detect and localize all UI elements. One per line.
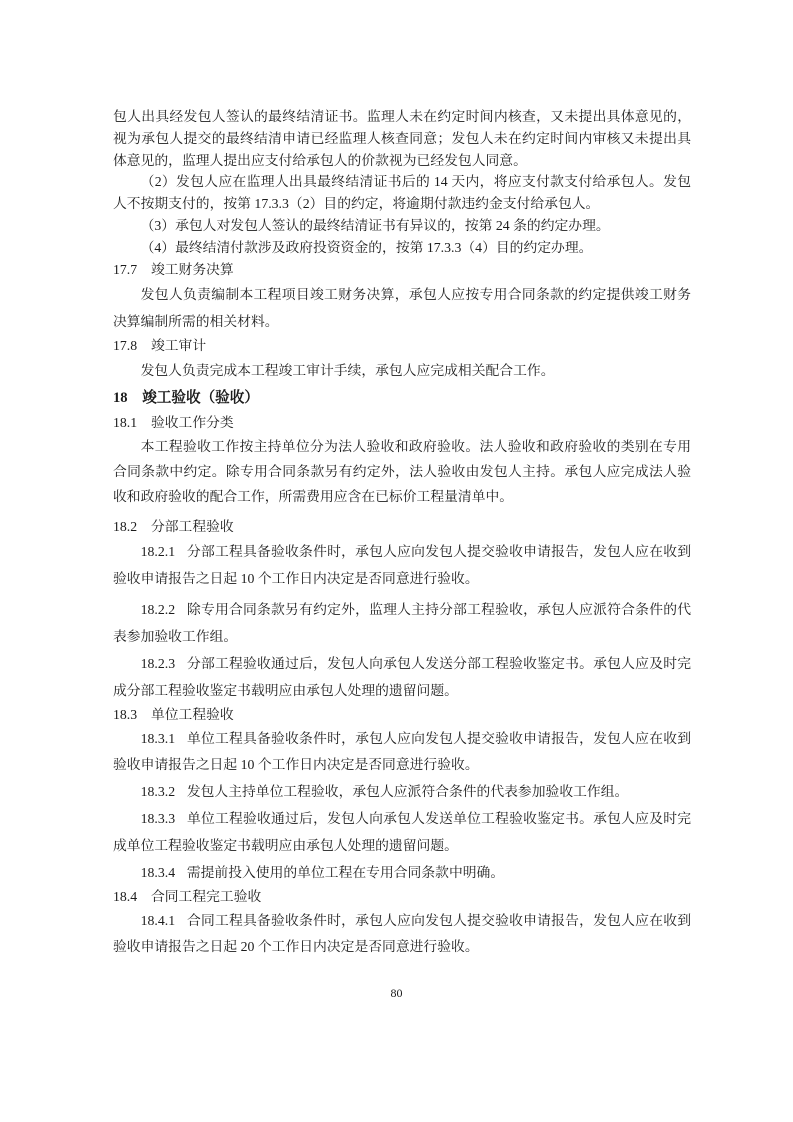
clause-18-3-2-number: 18.3.2	[140, 783, 176, 799]
clause-18-2-1-number: 18.2.1	[140, 543, 176, 559]
clause-18-3-2	[113, 778, 691, 805]
page-number: 80	[390, 986, 403, 1000]
document-content	[113, 106, 691, 960]
clause-18-3-4	[113, 859, 691, 886]
heading-17-7-number: 17.7	[113, 261, 138, 277]
paragraph-item-2: （2）发包人应在监理人出具最终结清证书后的 14 天内，将应支付款支付给承包人。发包人不按期支付的，按第 17.3.3（2）目的约定，将逾期付款违约金支付给承包人。	[113, 174, 691, 212]
paragraph-item-4: （4）最终结清付款涉及政府投资资金的，按第 17.3.3（4）目的约定办理。	[140, 239, 593, 255]
clause-18-3-2-text: 发包人主持单位工程验收，承包人应派符合条件的代表参加验收工作组。	[186, 783, 629, 799]
clause-18-3-4-text: 需提前投入使用的单位工程在专用合同条款中明确。	[186, 864, 505, 880]
heading-18-title: 竣工验收（验收）	[142, 389, 259, 406]
clause-18-3-1-number: 18.3.1	[140, 730, 176, 746]
clause-18-3-1-text: 单位工程具备验收条件时，承包人应向发包人提交验收申请报告，发包人应在收到验收申请报告之日起 10 个工作日内决定是否同意进行验收。	[113, 730, 691, 772]
heading-18-4	[113, 886, 691, 908]
clause-18-2-3	[113, 650, 691, 704]
clause-18-2-3-number: 18.2.3	[140, 655, 176, 671]
heading-18-3-number: 18.3	[113, 706, 138, 722]
heading-18	[113, 386, 691, 410]
heading-18-4-title: 合同工程完工验收	[150, 888, 262, 904]
clause-18-2-2-number: 18.2.2	[140, 601, 176, 617]
clause-18-2-1	[113, 538, 691, 592]
heading-17-8	[113, 335, 691, 357]
clause-18-3-4-number: 18.3.4	[140, 864, 176, 880]
clause-18-3-1	[113, 726, 691, 778]
clause-18-2-1-text: 分部工程具备验收条件时，承包人应向发包人提交验收申请报告，发包人应在收到验收申请报告之日起 10 个工作日内决定是否同意进行验收。	[113, 543, 691, 586]
paragraph-17-7: 发包人负责编制本工程项目竣工财务决算，承包人应按专用合同条款的约定提供竣工财务决算编制所需的相关材料。	[113, 286, 691, 329]
paragraph-final-settlement-continued: 包人出具经发包人签认的最终结清证书。监理人未在约定时间内核查，又未提出具体意见的，视为承包人提交的最终结清申请已经监理人核查同意；发包人未在约定时间内审核又未提出具体意见的，监理人提出应支付给承包人的价款视为已经发包人同意。	[113, 109, 691, 168]
clause-18-3-3-number: 18.3.3	[140, 810, 176, 826]
heading-17-7-title: 竣工财务决算	[150, 261, 234, 277]
heading-18-number: 18	[113, 389, 128, 406]
paragraph-17-8: 发包人负责完成本工程竣工审计手续，承包人应完成相关配合工作。	[140, 362, 555, 378]
clause-18-2-2	[113, 596, 691, 650]
clause-18-3-3-text: 单位工程验收通过后，发包人向承包人发送单位工程验收鉴定书。承包人应及时完成单位工程验收鉴定书载明应由承包人处理的遗留问题。	[113, 810, 691, 853]
heading-18-1	[113, 412, 691, 434]
heading-17-7	[113, 259, 691, 281]
heading-18-4-number: 18.4	[113, 888, 138, 904]
heading-18-1-title: 验收工作分类	[150, 414, 234, 430]
clause-18-4-1-number: 18.4.1	[140, 912, 176, 928]
heading-18-3	[113, 704, 691, 726]
heading-18-3-title: 单位工程验收	[150, 706, 234, 722]
heading-17-8-title: 竣工审计	[150, 337, 207, 353]
heading-18-2-number: 18.2	[113, 518, 138, 534]
paragraph-18-1: 本工程验收工作按主持单位分为法人验收和政府验收。法人验收和政府验收的类别在专用合同条款中约定。除专用合同条款另有约定外，法人验收由发包人主持。承包人应完成法人验收和政府验收的配合工作，所需费用应含在已标价工程量清单中。	[113, 438, 691, 505]
heading-18-2-title: 分部工程验收	[150, 518, 234, 534]
heading-17-8-number: 17.8	[113, 337, 138, 353]
clause-18-2-3-text: 分部工程验收通过后，发包人向承包人发送分部工程验收鉴定书。承包人应及时完成分部工程验收鉴定书载明应由承包人处理的遗留问题。	[113, 655, 691, 698]
heading-18-1-number: 18.1	[113, 414, 138, 430]
paragraph-item-3: （3）承包人对发包人签认的最终结清证书有异议的，按第 24 条的约定办理。	[140, 217, 610, 233]
clause-18-2-2-text: 除专用合同条款另有约定外，监理人主持分部工程验收，承包人应派符合条件的代表参加验收工作组。	[113, 601, 691, 644]
clause-18-4-1	[113, 908, 691, 960]
clause-18-3-3	[113, 805, 691, 859]
clause-18-4-1-text: 合同工程具备验收条件时，承包人应向发包人提交验收申请报告，发包人应在收到验收申请报告之日起 20 个工作日内决定是否同意进行验收。	[113, 912, 691, 954]
heading-18-2	[113, 516, 691, 538]
